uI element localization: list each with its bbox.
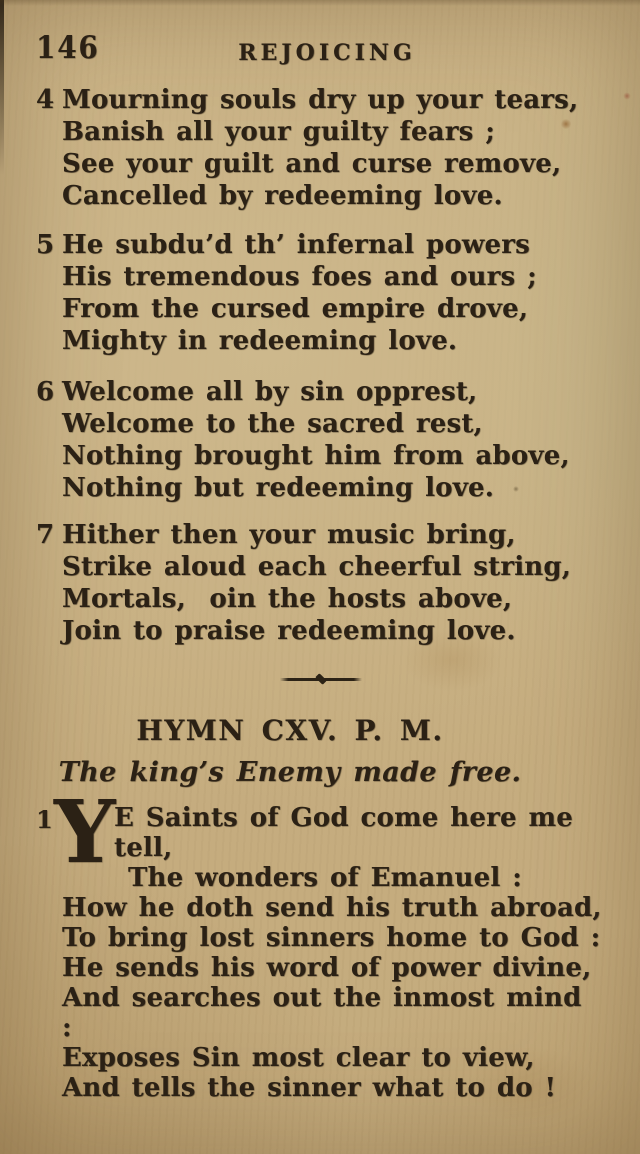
verse-line: He subdu’d th’ infernal powers — [62, 230, 530, 260]
verse-line: Cancelled by redeeming love. — [62, 181, 503, 211]
verse-line: How he doth send his truth abroad, — [62, 893, 602, 923]
verse-line: He sends his word of power divine, — [62, 953, 592, 983]
section-divider — [280, 678, 362, 681]
verse-number: 6 — [36, 377, 55, 407]
stanza-verse-6 — [36, 376, 602, 504]
verse-line: Mighty in redeeming love. — [62, 326, 458, 356]
verse-line: The wonders of Emanuel : — [128, 863, 523, 893]
verse-number: 5 — [36, 230, 55, 260]
stanza-verse-7 — [36, 519, 602, 647]
verse-line: Exposes Sin most clear to view, — [62, 1043, 535, 1073]
verse-line: Join to praise redeeming love. — [62, 616, 516, 646]
verse-line: See your guilt and curse remove, — [62, 149, 562, 179]
running-header: REJOICING — [238, 40, 416, 66]
verse-line: Hither then your music bring, — [62, 520, 516, 550]
verse-line: Strike aloud each cheerful string, — [62, 552, 572, 582]
verse-line: To bring lost sinners home to God : — [62, 923, 601, 953]
page-number: 146 — [36, 30, 100, 66]
verse-line: Banish all your guilty fears ; — [62, 117, 496, 147]
stanza-verse-4 — [36, 84, 602, 212]
stanza-verse-5 — [36, 229, 602, 357]
verse-number: 7 — [36, 520, 55, 550]
verse-line: His tremendous foes and ours ; — [62, 262, 537, 292]
verse-line: And searches out the inmost mind : — [62, 983, 582, 1043]
drop-cap: Y — [54, 782, 116, 883]
verse-line: Welcome all by sin opprest, — [62, 377, 478, 407]
page-top-edge-shadow — [0, 0, 640, 6]
verse-line: Nothing brought him from above, — [62, 441, 570, 471]
verse-line: And tells the sinner what to do ! — [62, 1073, 557, 1103]
divider-diamond-icon — [315, 673, 327, 685]
verse-line: From the cursed empire drove, — [62, 294, 529, 324]
page-left-edge-shadow — [0, 0, 4, 175]
verse-number: 4 — [36, 85, 55, 115]
verse-number: 1 — [36, 805, 53, 834]
verse-line: Mourning souls dry up your tears, — [62, 85, 579, 115]
verse-line: Welcome to the sacred rest, — [62, 409, 483, 439]
hymn-title: HYMN CXV. P. M. — [136, 714, 444, 747]
stanza-verse-1 — [36, 782, 602, 1103]
hymn-subtitle: The king’s Enemy made free. — [58, 757, 522, 788]
verse-line: Nothing but redeeming love. — [62, 473, 495, 503]
verse-line: Mortals, oin the hosts above, — [62, 584, 513, 614]
verse-line: E Saints of God come here me tell, — [114, 803, 573, 863]
